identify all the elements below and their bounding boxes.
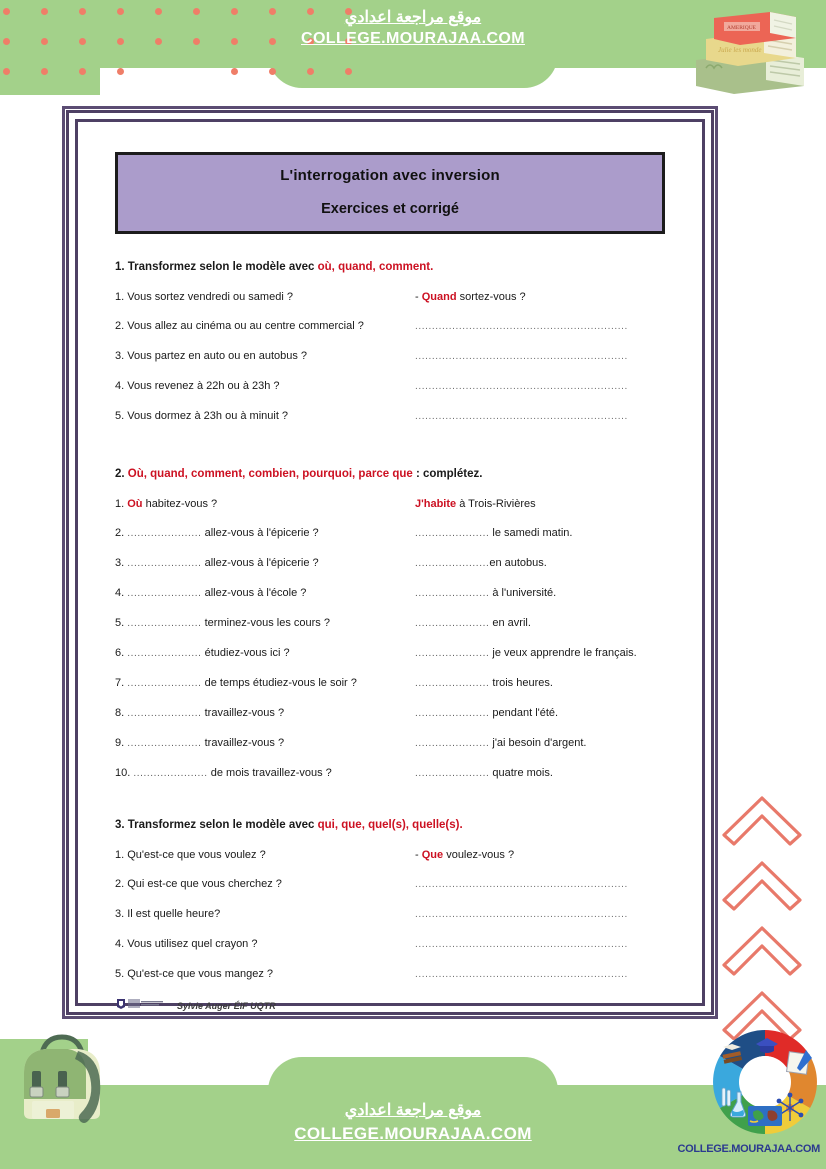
exercise-row-question: [115, 848, 415, 862]
decorative-dot: [155, 38, 162, 45]
exercise-row: [115, 646, 665, 661]
exercise-row-answer[interactable]: [415, 706, 665, 721]
question-number: 10.: [115, 767, 134, 779]
question-text: 1. Qu'est-ce que vous voulez ?: [115, 849, 266, 861]
question-text: 5. Qu'est-ce que vous mangez ?: [115, 968, 274, 980]
exercise-row-question: [115, 736, 415, 751]
answer-text: j'ai besoin d'argent.: [489, 737, 587, 749]
answer-blank-line[interactable]: ......................: [415, 648, 490, 659]
answer-prefix: -: [415, 849, 422, 861]
answer-blank-line[interactable]: ...............................................................: [415, 321, 628, 332]
question-number: 4.: [115, 587, 128, 599]
exercise-row-answer[interactable]: [415, 646, 665, 661]
exercise-row: [115, 319, 665, 334]
answer-keyword: Que: [421, 849, 444, 861]
exercise-row-answer[interactable]: [415, 616, 665, 631]
exercise-3-heading-text: 3. Transformez selon le modèle avec: [115, 819, 318, 831]
answer-blank-line[interactable]: ...............................................................: [415, 879, 628, 890]
question-text: travaillez-vous ?: [201, 707, 285, 719]
question-number: 7.: [115, 677, 128, 689]
question-blank-line[interactable]: ......................: [127, 738, 202, 749]
question-text: 5. Vous dormez à 23h ou à minuit ?: [115, 410, 289, 422]
question-blank-line[interactable]: ......................: [127, 558, 202, 569]
answer-blank-line[interactable]: ......................: [415, 738, 490, 749]
answer-blank-line[interactable]: ......................: [415, 588, 490, 599]
exercise-row-answer[interactable]: [415, 497, 665, 511]
exercise-1-heading-keywords: où, quand, comment.: [317, 261, 434, 273]
exercise-3-heading-keywords: qui, que, quel(s), quelle(s).: [317, 819, 463, 831]
exercise-row: [115, 907, 665, 922]
header-arabic-title: موقع مراجعة اعدادي: [344, 9, 482, 26]
exercise-row-answer[interactable]: [415, 848, 665, 862]
answer-text: en autobus.: [489, 557, 547, 569]
answer-blank-line[interactable]: ...............................................................: [415, 909, 628, 920]
answer-text: pendant l'été.: [489, 707, 559, 719]
exercise-row: [115, 379, 665, 394]
exercise-row-question: [115, 409, 415, 423]
exercise-row: [115, 526, 665, 541]
question-number: 5.: [115, 617, 128, 629]
question-text: de mois travaillez-vous ?: [207, 767, 332, 779]
exercise-1-rows: [115, 290, 665, 424]
exercise-row-answer[interactable]: [415, 736, 665, 751]
answer-blank-line[interactable]: ...............................................................: [415, 969, 628, 980]
exercise-2-heading-number: 2.: [115, 468, 128, 480]
exercise-2-heading-suffix: : complétez.: [412, 468, 483, 480]
exercise-row: [115, 586, 665, 601]
footer-logo-caption: COLLEGE.MOURAJAA.COM: [677, 1143, 820, 1155]
header-branding: [268, 8, 558, 49]
exercise-row: [115, 877, 665, 892]
exercise-row-question: [115, 877, 415, 891]
uqtr-logo-icon: [115, 997, 171, 1015]
exercise-row: [115, 967, 665, 982]
decorative-dot: [117, 68, 124, 75]
question-blank-line[interactable]: ......................: [127, 708, 202, 719]
exercise-1-heading-text: 1. Transformez selon le modèle avec: [115, 261, 318, 273]
decorative-dot: [3, 8, 10, 15]
exercise-row-question: [115, 290, 415, 304]
worksheet-title-box: [115, 152, 665, 234]
svg-text:Julie les monde: Julie les monde: [718, 46, 762, 54]
question-keyword: Où: [127, 498, 143, 510]
question-number: 6.: [115, 647, 128, 659]
footer-site-url: COLLEGE.MOURAJAA.COM: [294, 1124, 532, 1143]
worksheet-subtitle: Exercices et corrigé: [321, 201, 459, 217]
question-number: 8.: [115, 707, 128, 719]
answer-text: je veux apprendre le français.: [489, 647, 637, 659]
footer-arabic-title: موقع مراجعة اعدادي: [344, 1102, 482, 1119]
answer-text: à Trois-Rivières: [456, 498, 536, 510]
exercise-row: [115, 290, 665, 304]
worksheet-page: [66, 110, 714, 1015]
answer-keyword: J'habite: [415, 498, 457, 510]
decorative-dot: [117, 38, 124, 45]
exercise-row-question: [115, 616, 415, 631]
decorative-dot: [231, 38, 238, 45]
exercise-row-question: [115, 907, 415, 921]
answer-blank-line[interactable]: ......................: [415, 708, 490, 719]
exercise-2-heading-keywords: Où, quand, comment, combien, pourquoi, parce que: [127, 468, 413, 480]
exercise-row-answer[interactable]: [415, 907, 665, 922]
exercise-row-question: [115, 967, 415, 981]
question-blank-line[interactable]: ......................: [127, 648, 202, 659]
credit-text: Sylvie Auger ÉIF UQTR: [177, 1001, 276, 1011]
exercise-row-answer[interactable]: [415, 556, 665, 571]
question-number: 3.: [115, 557, 128, 569]
answer-text: à l'université.: [489, 587, 557, 599]
decorative-dot: [307, 68, 314, 75]
exercise-1-heading: [115, 260, 665, 274]
exercise-row: [115, 706, 665, 721]
decorative-dot: [155, 8, 162, 15]
question-text: travaillez-vous ?: [201, 737, 285, 749]
decorative-dot: [41, 8, 48, 15]
exercise-row-question: [115, 497, 415, 511]
exercise-row-answer[interactable]: [415, 409, 665, 424]
spacer-2: [115, 796, 665, 818]
backpack-icon: [8, 1027, 120, 1131]
decorative-dot: [79, 38, 86, 45]
exercise-row: [115, 616, 665, 631]
answer-text: sortez-vous ?: [456, 291, 526, 303]
decorative-dot: [3, 68, 10, 75]
stacked-books-icon: [678, 6, 818, 96]
question-text: 3. Il est quelle heure?: [115, 908, 221, 920]
answer-blank-line[interactable]: ......................: [415, 558, 490, 569]
exercise-row-question: [115, 706, 415, 721]
answer-prefix: -: [415, 291, 422, 303]
question-blank-line[interactable]: ......................: [133, 768, 208, 779]
answer-text: le samedi matin.: [489, 527, 573, 539]
question-text: allez-vous à l'école ?: [201, 587, 307, 599]
exercise-2-heading: [115, 467, 665, 481]
exercise-row-answer[interactable]: [415, 967, 665, 982]
answer-blank-line[interactable]: ......................: [415, 678, 490, 689]
exercise-row-answer[interactable]: [415, 937, 665, 952]
exercise-row: [115, 937, 665, 952]
exercise-row-answer[interactable]: [415, 586, 665, 601]
chevron-decoration: [710, 790, 820, 1040]
answer-blank-line[interactable]: ......................: [415, 768, 490, 779]
exercise-2-rows: [115, 497, 665, 781]
question-text: terminez-vous les cours ?: [201, 617, 330, 629]
decorative-dot: [193, 38, 200, 45]
header-site-url: COLLEGE.MOURAJAA.COM: [301, 30, 525, 47]
exercise-row-question: [115, 646, 415, 661]
exercise-row-question: [115, 586, 415, 601]
answer-blank-line[interactable]: ...............................................................: [415, 351, 628, 362]
spacer-1: [115, 439, 665, 467]
question-blank-line[interactable]: ......................: [127, 678, 202, 689]
exercise-row: [115, 848, 665, 862]
exercise-row: [115, 556, 665, 571]
exercise-3-rows: [115, 848, 665, 982]
exercise-row: [115, 409, 665, 424]
decorative-dot: [117, 8, 124, 15]
exercise-row-answer[interactable]: [415, 877, 665, 892]
exercise-row-answer[interactable]: [415, 526, 665, 541]
exercise-3-heading: [115, 818, 665, 832]
education-wheel-icon: [704, 1023, 826, 1141]
question-text: 2. Vous allez au cinéma ou au centre commercial ?: [115, 320, 364, 332]
decorative-dot: [79, 8, 86, 15]
exercise-row-question: [115, 379, 415, 393]
question-text: 3. Vous partez en auto ou en autobus ?: [115, 350, 308, 362]
question-text: 2. Qui est-ce que vous cherchez ?: [115, 878, 282, 890]
question-text: de temps étudiez-vous le soir ?: [201, 677, 357, 689]
exercise-row-answer[interactable]: [415, 319, 665, 334]
exercise-row-answer[interactable]: [415, 766, 665, 781]
answer-blank-line[interactable]: ...............................................................: [415, 411, 628, 422]
answer-blank-line[interactable]: ......................: [415, 618, 490, 629]
question-blank-line[interactable]: ......................: [127, 528, 202, 539]
exercise-row: [115, 349, 665, 364]
decorative-dot: [231, 8, 238, 15]
answer-blank-line[interactable]: ...............................................................: [415, 381, 628, 392]
exercise-row-answer[interactable]: [415, 676, 665, 691]
worksheet-title: L'interrogation avec inversion: [280, 167, 500, 184]
decorative-dot: [41, 68, 48, 75]
question-text: 1. Vous sortez vendredi ou samedi ?: [115, 291, 293, 303]
exercise-row: [115, 736, 665, 751]
exercise-row-question: [115, 676, 415, 691]
exercise-row-question: [115, 766, 415, 781]
exercise-row: [115, 676, 665, 691]
question-number: 1.: [115, 498, 128, 510]
exercise-row-answer[interactable]: [415, 349, 665, 364]
exercise-row-question: [115, 349, 415, 363]
exercise-row-question: [115, 319, 415, 333]
decorative-dot: [269, 68, 276, 75]
svg-text:AMERIQUE: AMERIQUE: [727, 25, 757, 31]
decorative-dot: [193, 8, 200, 15]
worksheet-inner-border: [75, 119, 705, 1011]
answer-text: quatre mois.: [489, 767, 553, 779]
decorative-dot: [3, 38, 10, 45]
footer-branding: [268, 1100, 558, 1145]
question-text: allez-vous à l'épicerie ?: [201, 527, 319, 539]
exercise-row-question: [115, 937, 415, 951]
question-text: habitez-vous ?: [142, 498, 218, 510]
answer-blank-line[interactable]: ...............................................................: [415, 939, 628, 950]
question-text: allez-vous à l'épicerie ?: [201, 557, 319, 569]
answer-blank-line[interactable]: ......................: [415, 528, 490, 539]
answer-keyword: Quand: [421, 291, 457, 303]
answer-text: trois heures.: [489, 677, 553, 689]
worksheet-credit: [115, 997, 665, 1015]
question-number: 9.: [115, 737, 128, 749]
exercise-row: [115, 497, 665, 511]
question-blank-line[interactable]: ......................: [127, 588, 202, 599]
decorative-dot: [231, 68, 238, 75]
decorative-dot: [79, 68, 86, 75]
answer-text: en avril.: [489, 617, 531, 629]
decorative-dot: [345, 68, 352, 75]
exercise-row-question: [115, 526, 415, 541]
question-text: étudiez-vous ici ?: [201, 647, 290, 659]
answer-text: voulez-vous ?: [443, 849, 515, 861]
question-number: 2.: [115, 527, 128, 539]
exercise-row: [115, 766, 665, 781]
worksheet-content: [90, 134, 690, 1011]
question-text: 4. Vous revenez à 22h ou à 23h ?: [115, 380, 280, 392]
exercise-row-answer[interactable]: [415, 379, 665, 394]
exercise-row-question: [115, 556, 415, 571]
question-blank-line[interactable]: ......................: [127, 618, 202, 629]
exercise-row-answer[interactable]: [415, 290, 665, 304]
decorative-dot: [41, 38, 48, 45]
question-text: 4. Vous utilisez quel crayon ?: [115, 938, 258, 950]
